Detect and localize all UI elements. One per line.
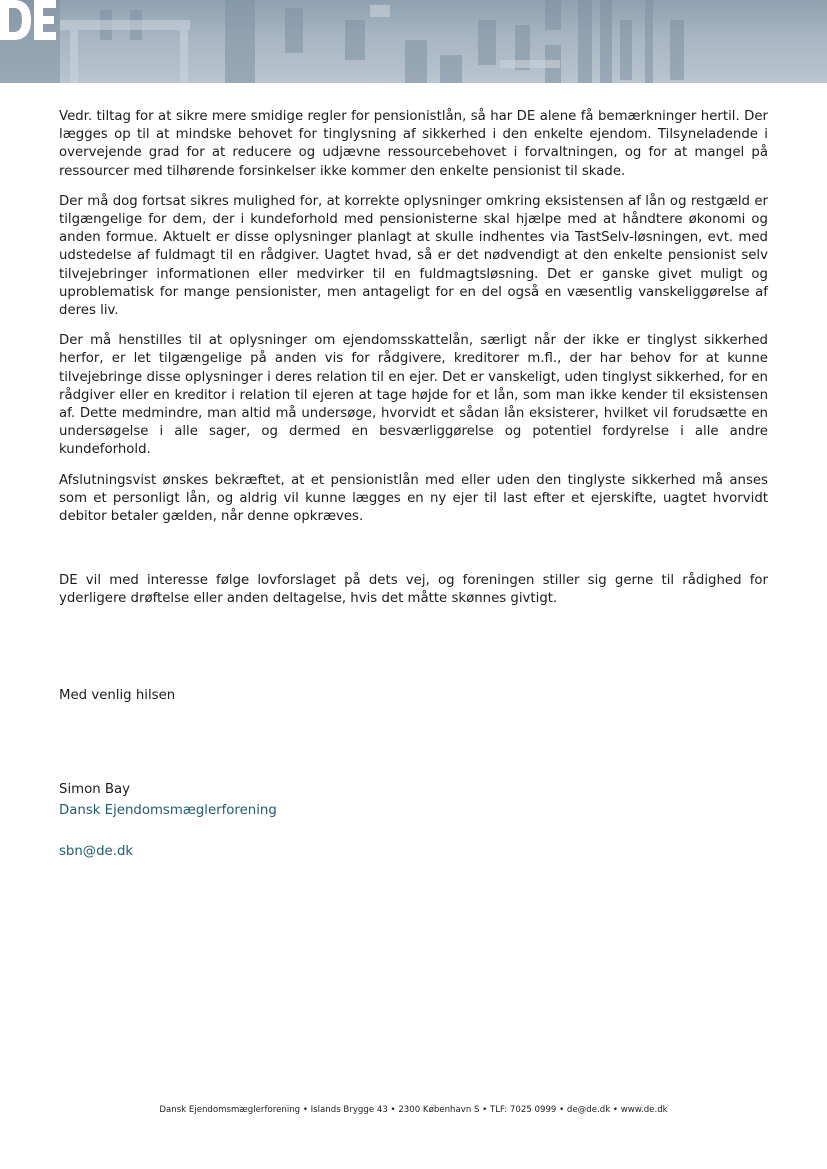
body-paragraph-4: Afslutningsvist ønskes bekræftet, at et pensionistlån med eller uden den tinglyste sikkerhed må anses som et personligt lån, og aldrig vil kunne lægges en ny ejer til last efter et ejerskifte, uagtet hvorvidt debitor betaler gælden, når denne opkræves. (59, 472, 768, 525)
greeting: Med venlig hilsen (59, 688, 176, 703)
signatory-email-link[interactable]: sbn@de.dk (59, 844, 134, 859)
closing-paragraph: DE vil med interesse følge lovforslaget på dets vej, og foreningen stiller sig gerne til rådighed for yderligere drøftelse eller anden deltagelse, hvis det måtte skønnes givtigt. (59, 573, 768, 607)
building-facade-image (0, 0, 827, 83)
body-paragraph-1: Vedr. tiltag for at sikre mere smidige regler for pensionistlån, så har DE alene få bemærkninger hertil. Der lægges op til at mindske behovet for tinglysning af sikkerhed i den enkelte ejendom. Tilsyneladende i overvejende grad for at reducere og udjævne ressourcebehovet i forvaltningen, og for at mangel på ressourcer med tilhørende forsinkelser ikke kommer den enkelte pensionist til skade. (59, 109, 768, 179)
signatory-organization: Dansk Ejendomsmæglerforening (59, 803, 277, 818)
body-paragraph-2: Der må dog fortsat sikres mulighed for, at korrekte oplysninger omkring eksistensen af lån og restgæld er tilgængelige for dem, der i kundeforhold med pensionisterne skal hjælpe med at håndtere økonomi og anden formue. Aktuelt er disse oplysninger planlagt at skulle indhentes via TastSelv-løsningen, evt. med udstedelse af fuldmagt til en rådgiver. Uagtet hvad, så er det nødvendigt at den enkelte pensionist selv tilvejebringer informationen eller medvirker til en fuldmagtsløsning. Det er ganske givet muligt og uproblematisk for mange pensionister, men antageligt for en del også en væsentlig vanskeliggørelse af deres liv. (59, 193, 768, 319)
body-paragraph-3: Der må henstilles til at oplysninger om ejendomsskattelån, særligt når der ikke er tinglyst sikkerhed herfor, er let tilgængelige på anden vis for rådgivere, kreditorer m.fl., der har behov for at kunne tilvejebringe disse oplysninger i deres relation til en ejer. Det er vanskeligt, uden tinglyst sikkerhed, for en rådgiver eller en kreditor i relation til ejeren at tage højde for et lån, som man ikke kender til eksistensen af. Dette medmindre, man altid må undersøge, hvorvidt et sådan lån eksisterer, hvilket vil forudsætte en undersøgelse i alle sager, og dermed en besværliggørelse og potentiel fordyrelse i alle andre kundeforhold. (59, 333, 768, 458)
header-banner (0, 0, 827, 83)
de-logo (0, 0, 58, 40)
letter-body (59, 108, 768, 538)
signatory-name: Simon Bay (59, 782, 131, 797)
footer-contact-line: Dansk Ejendomsmæglerforening • Islands Brygge 43 • 2300 København S • TLF: 7025 0999 • de@de.dk • www.de.dk (159, 1105, 668, 1115)
